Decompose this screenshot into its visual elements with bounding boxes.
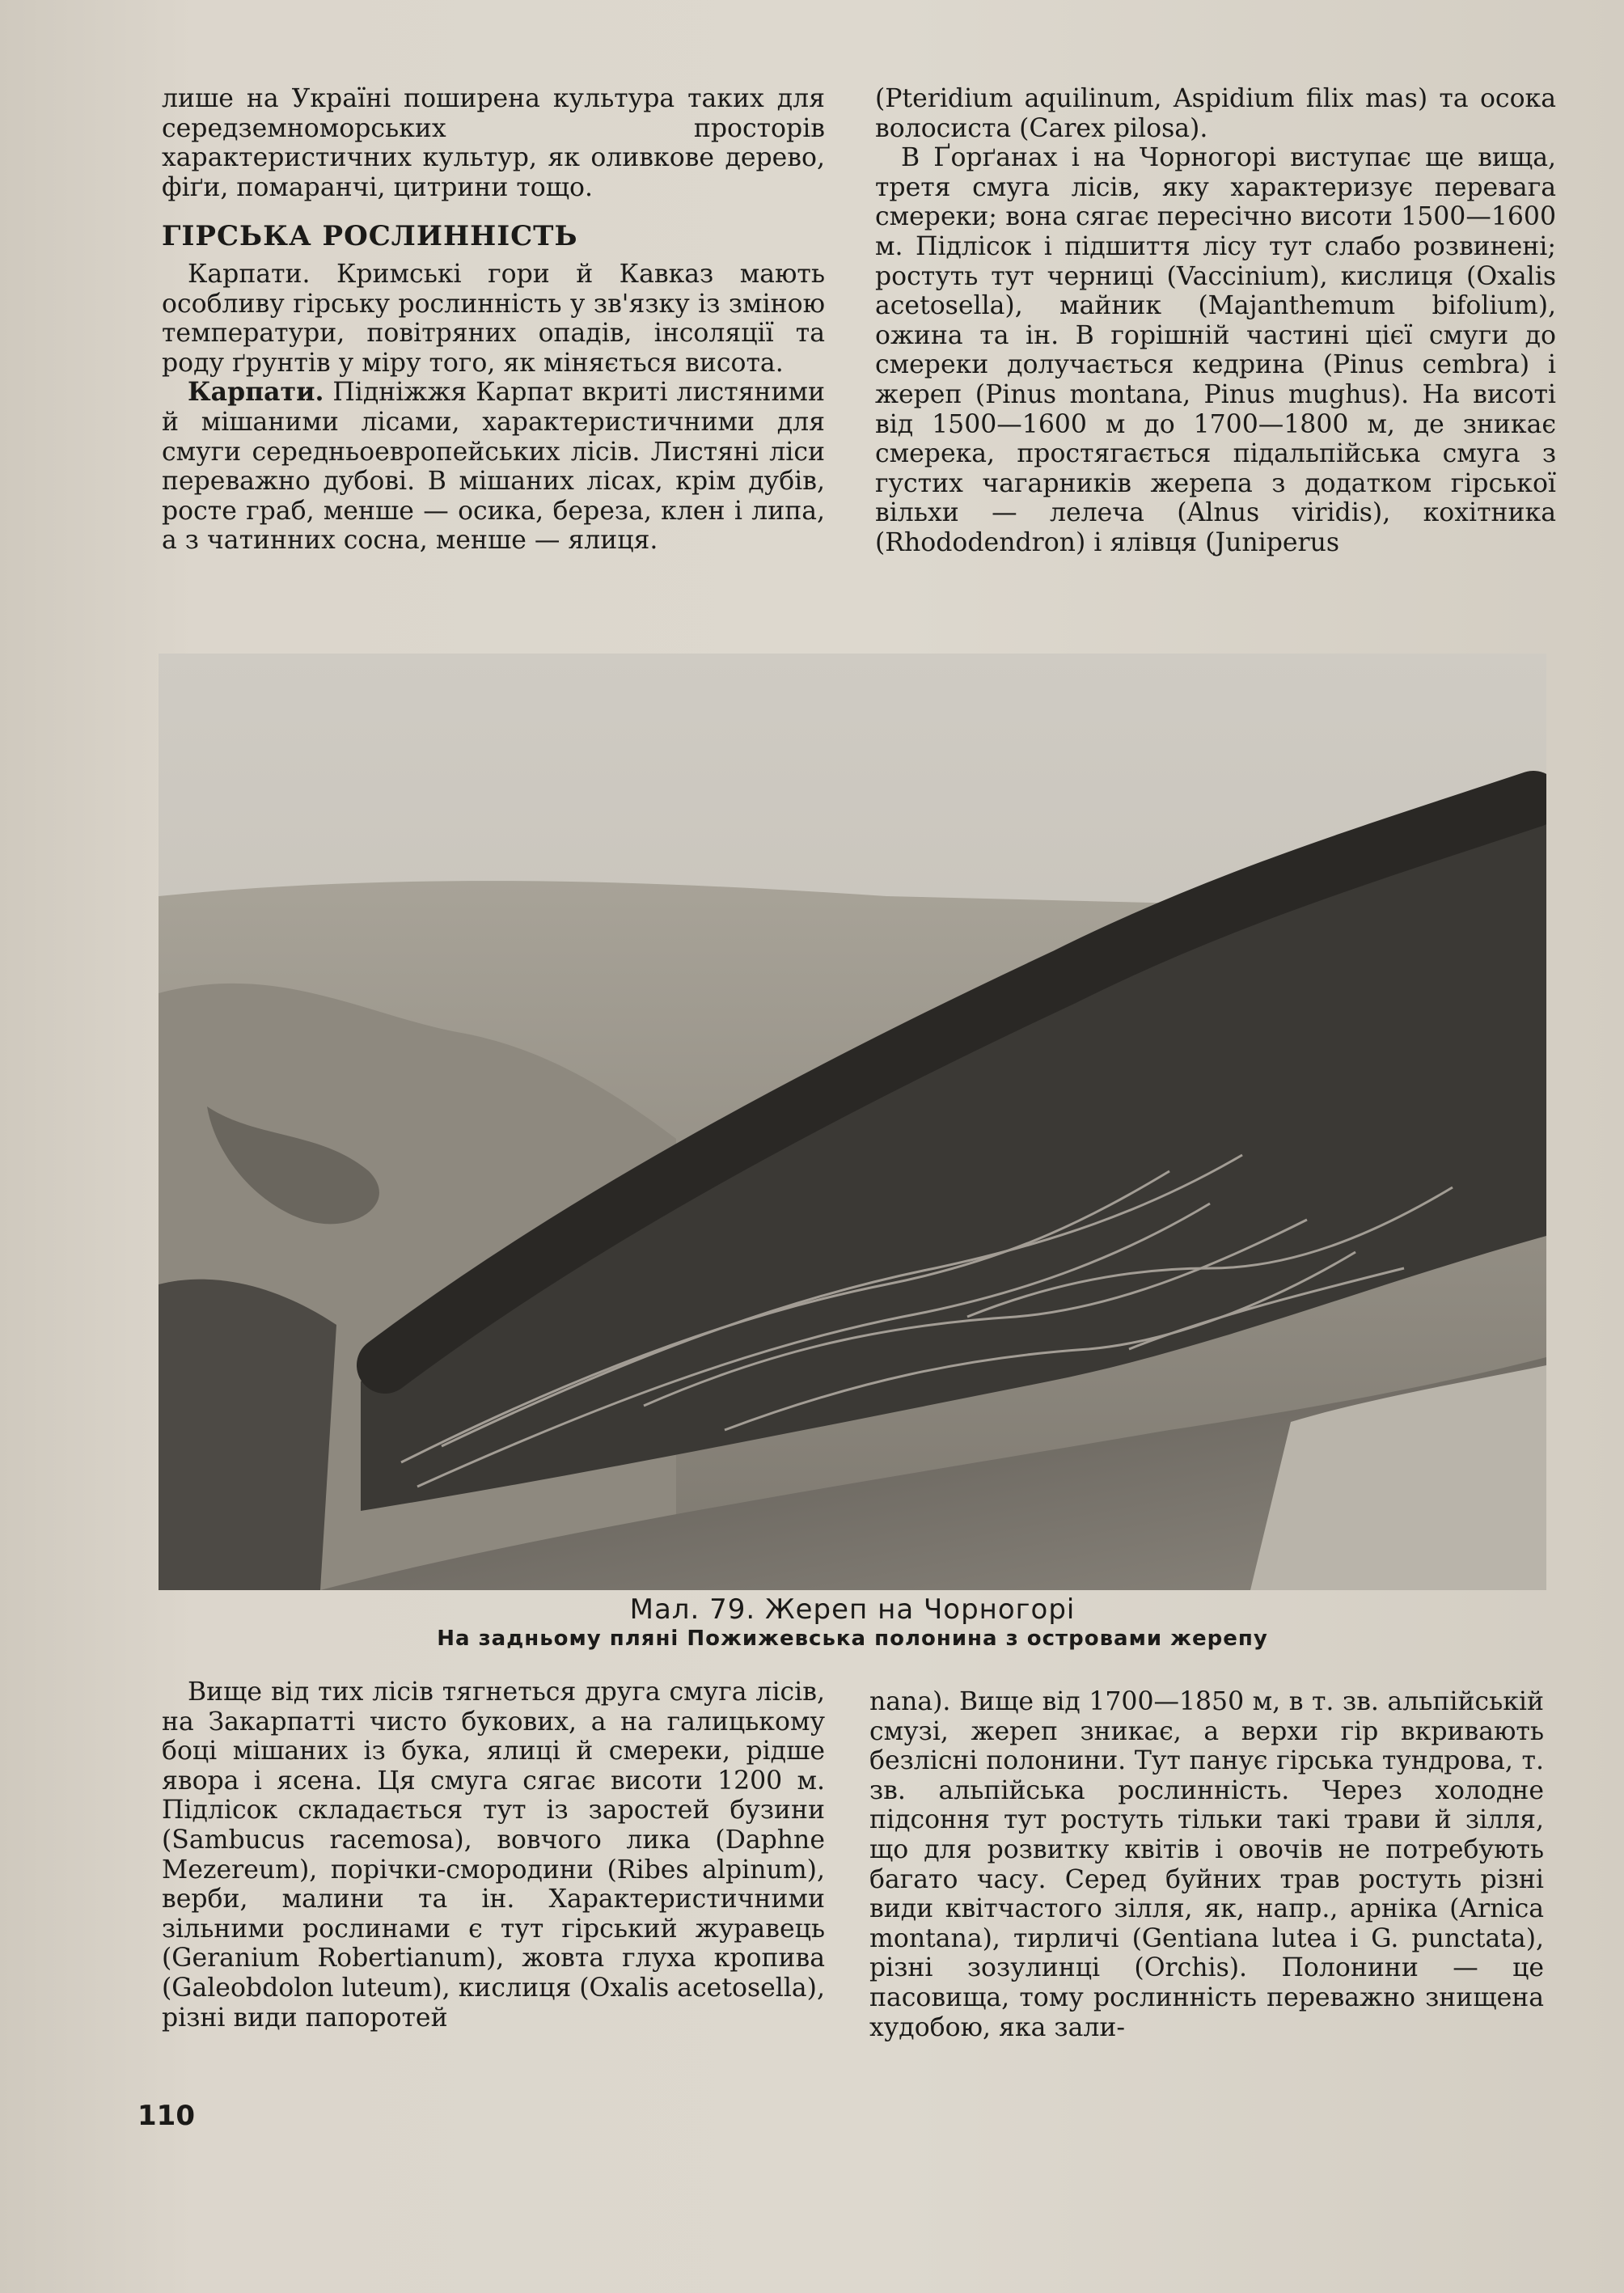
paragraph: лише на Україні поширена культура таких для середземноморських просторів характеристичних культур, як оливкове дерево, фіґи, помаранчі, цитрини тощо. bbox=[162, 84, 825, 202]
paragraph: Карпати. Кримські гори й Кавказ мають особливу гірську рослинність у зв'язку із зміною температури, повітряних опадів, інсоляції та роду ґрунтів у міру того, як міняється висота. bbox=[162, 259, 825, 378]
page-number: 110 bbox=[137, 2100, 195, 2132]
paragraph-lead: Карпати. bbox=[188, 377, 324, 408]
photo-illustration bbox=[159, 654, 1546, 1590]
paragraph-body: Підніжжя Карпат вкриті листяними й мішаними лісами, характеристичними для смуги середньоевропейських лісів. Листяні ліси переважно дубові. В мішаних лісах, крім дубів, росте граб, менше — осика, береза, клен і липа, а з чатинних сосна, менше — ялиця. bbox=[162, 378, 825, 556]
section-heading: ГІРСЬКА РОСЛИННІСТЬ bbox=[162, 220, 578, 253]
text-column-bottom-left bbox=[162, 1677, 825, 2033]
figure-photo-mountain-pine bbox=[159, 654, 1546, 1590]
paragraph: (Pteridium aquilinum, Aspidium filix mas) та осока волосиста (Carex pilosa). bbox=[875, 84, 1556, 143]
paragraph bbox=[162, 378, 825, 556]
paragraph: В Ґорґанах і на Чорногорі виступає ще вища, третя смуга лісів, яку характеризує перевага смереки; вона сягає пересічно висоти 1500—1600 м. Підлісок і підшиття лісу тут слабо розвинені; ростуть тут черниці (Vaccinium), кислиця (Oxalis acetosella), майник (Majanthemum bifolium), ожина та ін. В горішній частині цієї смуги до смереки долучається кедрина (Pinus cembra) і жереп (Pinus montana, Pinus mughus). На висоті від 1500—1600 м до 1700—1800 м, де зникає смерека, простягається підальпійська смуга з густих чагарників жерепа з додатком гірської вільхи — лелеча (Alnus viridis), кохітника (Rhododendron) і ялівця (Juniperus bbox=[875, 143, 1556, 557]
text-column-top-left bbox=[162, 84, 825, 556]
text-column-top-right bbox=[875, 84, 1556, 558]
figure-title: Мал. 79. Жереп на Чорногорі bbox=[629, 1593, 1076, 1626]
text-column-bottom-right bbox=[869, 1687, 1544, 2042]
paragraph: Вище від тих лісів тягнеться друга смуга лісів, на Закарпатті чисто букових, а на галицькому боці мішаних із бука, ялиці й смереки, рідше явора і ясена. Ця смуга сягає висоти 1200 м. Підлісок складається тут із заростей бузини (Sambucus racemosa), вовчого лика (Daphne Mezereum), порічки-смородини (Ribes alpinum), верби, малини та ін. Характеристичними зільними рослинами є тут гірський журавець (Geranium Robertianum), жовта глуха кропива (Galeobdolon luteum), кислиця (Oxalis acetosella), різні види папоротей bbox=[162, 1677, 825, 2033]
figure-caption bbox=[159, 1593, 1546, 1652]
figure-subtitle: На задньому пляні Пожижевська полонина з островами жерепу bbox=[437, 1627, 1268, 1651]
paragraph: nana). Вище від 1700—1850 м, в т. зв. альпійській смузі, жереп зникає, а верхи гір вкривають безлісні полонини. Тут панує гірська тундрова, т. зв. альпійська рослинність. Через холодне підсоння тут ростуть тільки такі трави й зілля, що для розвитку квітів і овочів не потребують багато часу. Серед буйних трав ростуть різні види квітчастого зілля, як, напр., арніка (Arnica montana), тирличі (Gentiana lutea і G. punctata), різні зозулинці (Orchis). Полонини — це пасовища, тому рослинність переважно знищена худобою, яка зали- bbox=[869, 1687, 1544, 2042]
